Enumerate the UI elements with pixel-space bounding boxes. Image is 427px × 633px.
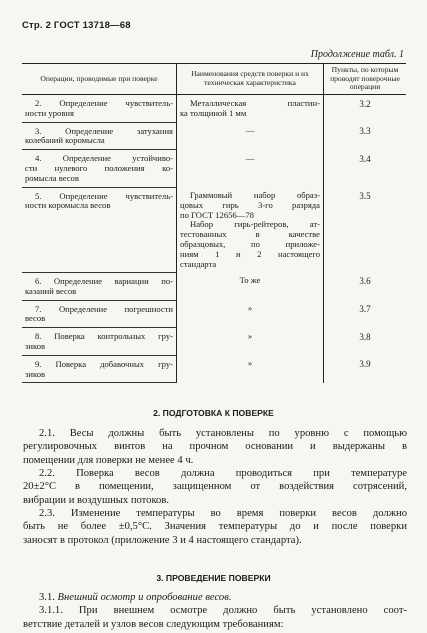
operation-text: 4. Определение устойчиво- <box>35 153 173 164</box>
operation-cell <box>22 272 177 300</box>
means-cell <box>177 300 324 328</box>
means-text: » <box>247 330 253 341</box>
means-text: Набор гирь-рейтеров, ат- <box>190 219 320 230</box>
paragraph-line: регулировочных винтов на прочном основании и выдержаны в <box>23 441 407 453</box>
operation-text: зиков <box>25 368 46 379</box>
point-cell: 3.8 <box>324 328 407 356</box>
operation-cell <box>22 355 177 383</box>
means-text: Граммовый набор образ- <box>190 190 320 201</box>
operation-cell <box>22 328 177 356</box>
point-cell: 3.5 <box>324 187 407 272</box>
paragraph-line: вибрации и воздушных потоков. <box>23 494 169 506</box>
point-cell: 3.4 <box>324 150 407 187</box>
verification-table <box>22 63 406 383</box>
means-text: цовых гирь 3-го разряда <box>180 199 320 210</box>
paragraph-line: быть не более ±0,5°С. Значения температуры до и после поверки <box>23 521 407 533</box>
operation-text: 8. Поверка контрольных гру- <box>35 331 173 342</box>
means-text: образцовых, по приложе- <box>180 239 320 250</box>
means-text: тестованных в качестве <box>180 229 320 240</box>
table-row <box>22 122 406 150</box>
header-means: Наименования средств поверки и их техническая характеристика <box>177 64 324 95</box>
subsection-3-1 <box>23 591 407 631</box>
operation-text: весов <box>25 313 46 324</box>
operation-text: сти нулевого положения ко- <box>25 162 173 173</box>
paragraph-line: 20±2°С в помещении, защищенном от воздействия сотрясений, <box>23 481 407 493</box>
paragraph-line: 3.1.1. При внешнем осмотре должно быть установлено соот- <box>39 605 407 617</box>
table-row <box>22 150 406 187</box>
means-text: ка толщиной 1 мм <box>180 107 247 118</box>
means-cell <box>177 328 324 356</box>
header-points: Пункты, по которым проводят поверочные операции <box>324 64 407 95</box>
operation-text: колебаний коромысла <box>25 135 105 146</box>
paragraph-line: 2.2. Поверка весов должна проводиться при температуре <box>39 468 407 479</box>
table-row <box>22 187 406 272</box>
point-cell: 3.7 <box>324 300 407 328</box>
paragraph-2-3 <box>23 507 407 547</box>
means-cell <box>177 94 324 122</box>
means-text: Металлическая пластин- <box>190 97 320 108</box>
operation-cell <box>22 300 177 328</box>
operation-text: 7. Определение погрешности <box>35 303 173 314</box>
table-row <box>22 328 406 356</box>
means-cell <box>177 150 324 187</box>
point-cell: 3.2 <box>324 94 407 122</box>
table-row <box>22 94 406 122</box>
means-cell <box>177 272 324 300</box>
operation-text: 6. Определение вариации по- <box>35 275 173 286</box>
point-cell: 3.9 <box>324 355 407 383</box>
means-cell <box>177 355 324 383</box>
operation-text: 5. Определение чувствитель- <box>35 190 173 201</box>
means-text: То же <box>239 275 261 286</box>
header-operations: Операции, проводимые при поверке <box>22 64 177 95</box>
subsection-title: Внешний осмотр и опробование весов. <box>57 592 232 603</box>
paragraph-2-2 <box>23 467 407 507</box>
table-continuation-label: Продолжение табл. 1 <box>310 49 404 60</box>
means-text: — <box>245 152 255 163</box>
operation-text: 2. Определение чувствитель- <box>35 97 173 108</box>
subsection-heading <box>23 591 407 604</box>
operation-text: ности коромысла весов <box>25 200 111 211</box>
means-cell <box>177 122 324 150</box>
operation-cell <box>22 94 177 122</box>
paragraph-line: помещении для поверки не менее 4 ч. <box>23 454 194 466</box>
paragraph-2-1 <box>23 427 407 467</box>
section-3-title: 3. ПРОВЕДЕНИЕ ПОВЕРКИ <box>156 573 271 583</box>
table-row <box>22 355 406 383</box>
page-header: Стр. 2 ГОСТ 13718—68 <box>22 20 131 31</box>
table-header-row <box>22 64 406 95</box>
operation-text: 3. Определение затухания <box>35 125 173 136</box>
point-cell: 3.3 <box>324 122 407 150</box>
means-text: » <box>247 358 253 369</box>
operation-text: 9. Поверка добавочных гру- <box>35 358 173 369</box>
operation-cell <box>22 122 177 150</box>
means-text: — <box>245 125 255 136</box>
operation-text: ромысла весов <box>25 172 79 183</box>
paragraph-line: 2.3. Изменение температуры во время поверки весов должно <box>39 508 407 519</box>
paragraph-line: заносят в протокол (приложение 3 и 4 настоящего стандарта). <box>23 534 302 546</box>
operation-cell <box>22 187 177 272</box>
operation-text: ности уровня <box>25 107 74 118</box>
table-row <box>22 272 406 300</box>
paragraph-line: ветствие деталей и узлов весов следующим требованиям: <box>23 618 284 630</box>
section-2-title: 2. ПОДГОТОВКА К ПОВЕРКЕ <box>153 408 274 418</box>
means-text: стандарта <box>180 258 217 269</box>
table-row <box>22 300 406 328</box>
means-cell <box>177 187 324 272</box>
operation-text: зиков <box>25 340 46 351</box>
subsection-number: 3.1. <box>39 592 55 603</box>
operation-cell <box>22 150 177 187</box>
means-text: » <box>247 303 253 314</box>
operation-text: казаний весов <box>25 285 77 296</box>
means-text: по ГОСТ 12656—78 <box>180 209 254 220</box>
paragraph-line: 2.1. Весы должны быть установлены по уровню с помощью <box>39 428 407 439</box>
point-cell: 3.6 <box>324 272 407 300</box>
means-text: ниям 1 и 2 настоящего <box>180 248 320 259</box>
